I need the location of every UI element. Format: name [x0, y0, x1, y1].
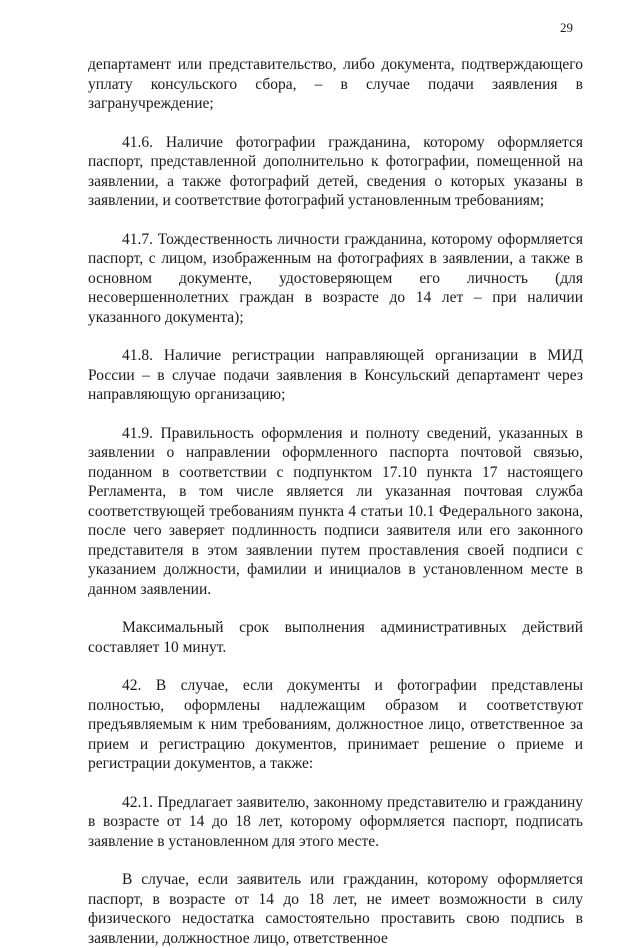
paragraph-max-time: Максимальный срок выполнения административных действий составляет 10 минут. [88, 619, 583, 656]
paragraph-42: 42. В случае, если документы и фотографии представлены полностью, оформлены надлежащим образом и соответствуют предъявляемым к ним требованиям, должностное лицо, ответственное за прием и регистрацию документов, принимает решение о приеме и регистрации документов, а также: [88, 677, 583, 772]
paragraph-continuation: департамент или представительство, либо документа, подтверждающего уплату консульского сбора, – в случае подачи заявления в загранучреждение; [88, 56, 583, 112]
paragraph-41-7: 41.7. Тождественность личности гражданина, которому оформляется паспорт, с лицом, изображенным на фотографиях в заявлении, а также в основном документе, удостоверяющем его личность (для несовершеннолетних граждан в возрасте до 14 лет – при наличии указанного документа); [88, 230, 583, 326]
paragraph-41-6: 41.6. Наличие фотографии гражданина, которому оформляется паспорт, представленной дополнительно к фотографии, помещенной на заявлении, а также фотографий детей, сведения о которых указаны в заявлении, и соответствие фотографий установленным требованиям; [88, 133, 583, 209]
page-number: 29 [560, 20, 573, 35]
document-body [88, 55, 583, 948]
paragraph-41-9: 41.9. Правильность оформления и полноту сведений, указанных в заявлении о направлении оформленного паспорта почтовой связью, поданном в соответствии с подпунктом 17.10 пункта 17 настоящего Регламента, в том числе является ли указанная почтовая служба соответствующей требованиям пункта 4 статьи 10.1 Федерального закона, после чего заверяет подлинность подписи заявителя или его законного представителя в этом заявлении путем проставления своей подписи с указанием должности, фамилии и инициалов в установленном месте в данном заявлении. [88, 424, 583, 598]
paragraph-physical-disability: В случае, если заявитель или гражданин, которому оформляется паспорт, в возрасте от 14 до 18 лет, не имеет возможности в силу физического недостатка самостоятельно проставить свою подпись в заявлении, должностное лицо, ответственное [88, 871, 583, 947]
paragraph-41-8: 41.8. Наличие регистрации направляющей организации в МИД России – в случае подачи заявления в Консульский департамент через направляющую организацию; [88, 347, 583, 403]
paragraph-42-1: 42.1. Предлагает заявителю, законному представителю и гражданину в возрасте от 14 до 18 лет, которому оформляется паспорт, подписать заявление в установленном для этого месте. [88, 793, 583, 850]
